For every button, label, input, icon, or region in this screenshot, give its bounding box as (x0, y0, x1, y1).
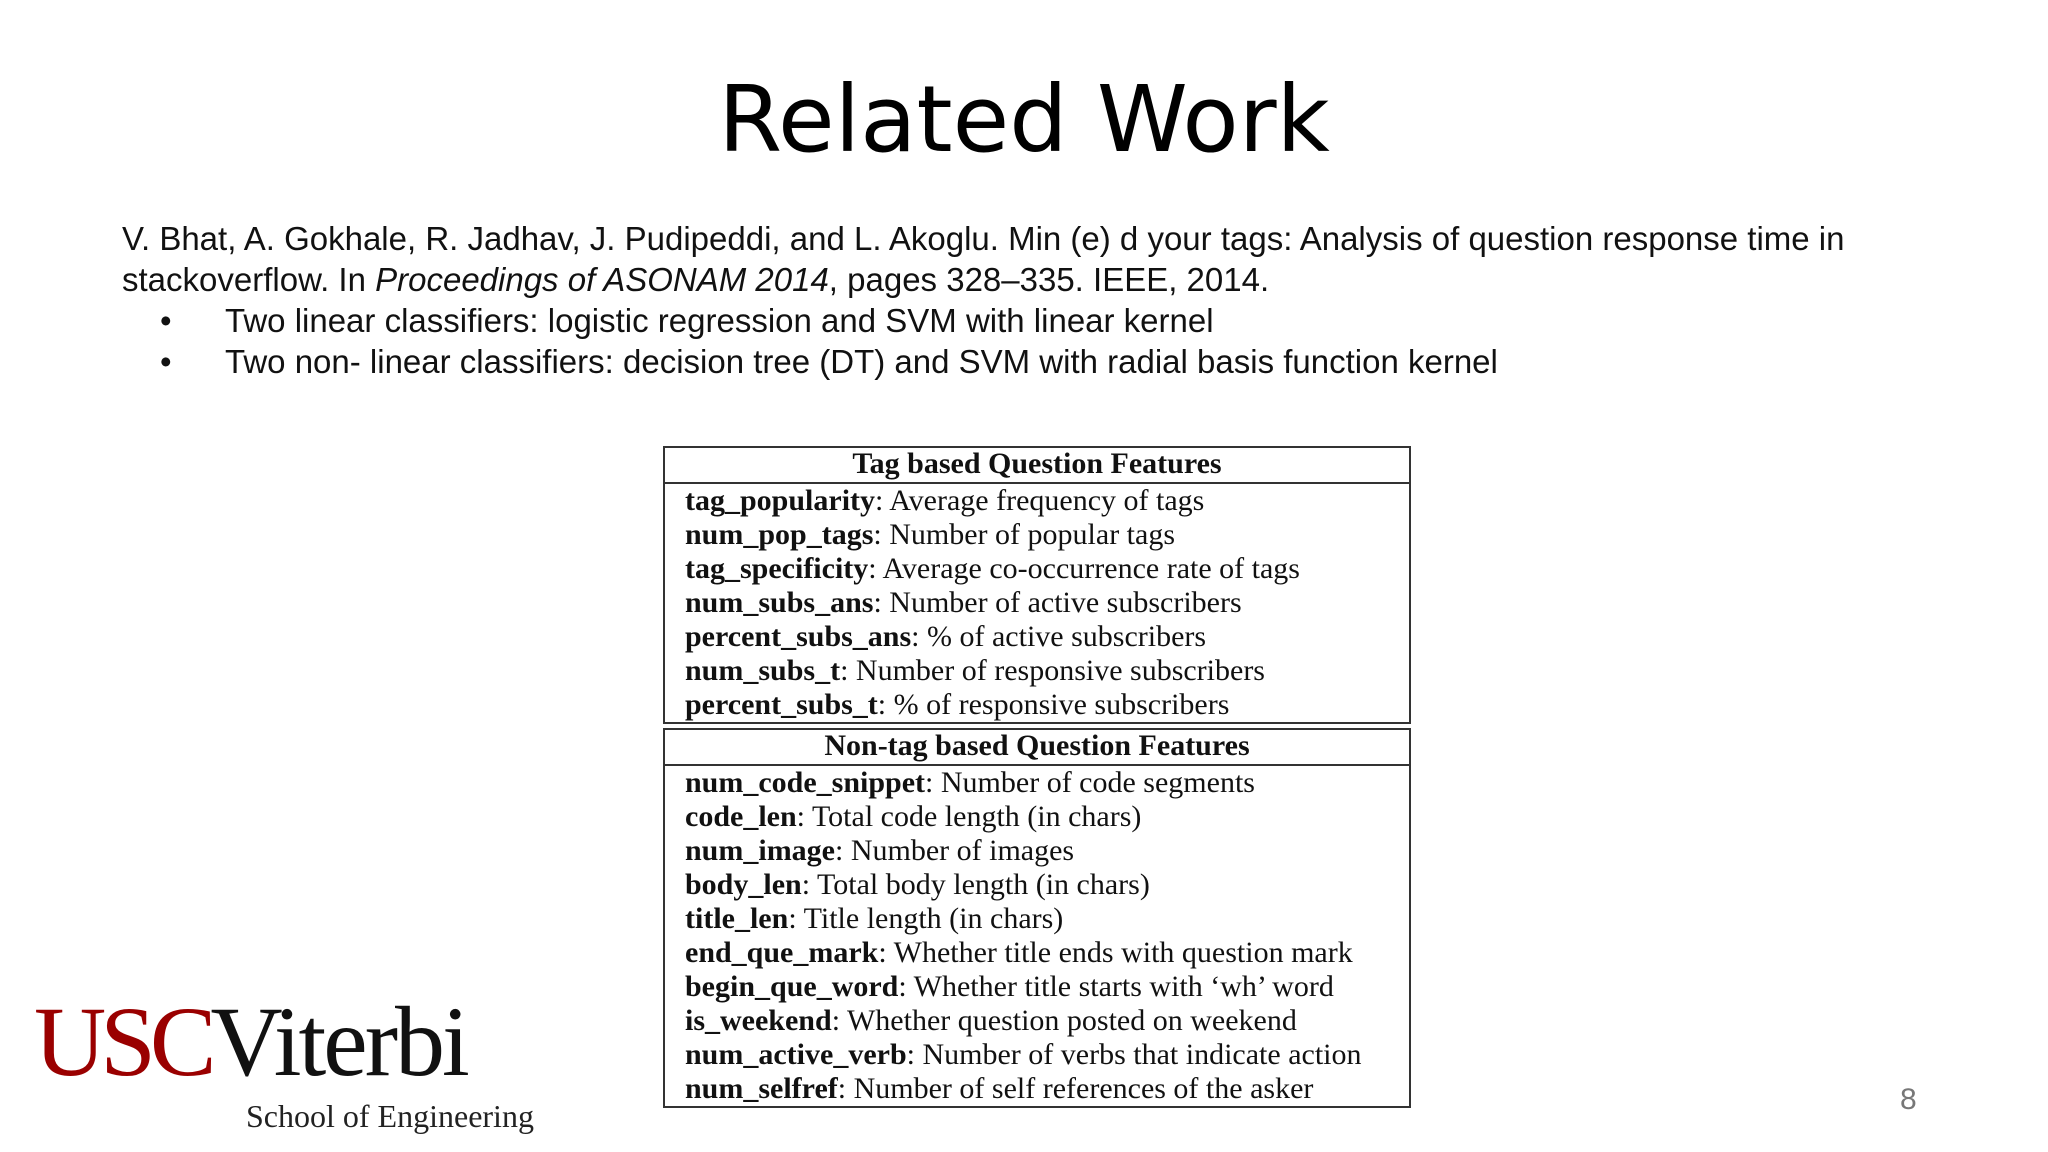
table-header: Tag based Question Features (665, 448, 1409, 484)
logo-usc-text: USC (34, 986, 211, 1097)
feature-name: tag_specificity (685, 552, 869, 585)
table-row (685, 586, 1409, 620)
table-row (685, 688, 1409, 722)
feature-desc: : Number of images (835, 834, 1075, 867)
feature-name: percent_subs_ans (685, 620, 912, 653)
feature-name: num_pop_tags (685, 518, 874, 551)
table-row (685, 552, 1409, 586)
bullet-marker: • (160, 302, 172, 339)
table-row (685, 902, 1409, 936)
feature-desc: : Number of verbs that indicate action (906, 1038, 1362, 1071)
bullet-text: Two linear classifiers: logistic regression and SVM with linear kernel (225, 302, 1214, 339)
table-row (685, 766, 1409, 800)
table-row (685, 484, 1409, 518)
feature-name: num_image (685, 834, 835, 867)
table-row (685, 1004, 1409, 1038)
feature-name: num_subs_ans (685, 586, 874, 619)
non-tag-features-table (663, 728, 1411, 1108)
logo-subtitle: School of Engineering (246, 1098, 534, 1134)
feature-desc: : Number of code segments (925, 766, 1255, 799)
feature-name: code_len (685, 800, 797, 833)
feature-desc: : Total code length (in chars) (796, 800, 1142, 833)
table-body (665, 484, 1409, 722)
bullet-list (122, 300, 1498, 382)
slide-title: Related Work (718, 66, 1330, 173)
feature-desc: : Total body length (in chars) (801, 868, 1150, 901)
citation-text: V. Bhat, A. Gokhale, R. Jadhav, J. Pudipeddi, and L. Akoglu. Min (e) d your tags: Analysis of question response time in stackoverflow. In (122, 220, 1845, 298)
usc-viterbi-logo (34, 986, 467, 1097)
citation-venue: Proceedings of ASONAM 2014 (375, 261, 829, 298)
table-header: Non-tag based Question Features (665, 730, 1409, 766)
tag-features-table (663, 446, 1411, 724)
feature-name: num_code_snippet (685, 766, 926, 799)
feature-name: is_weekend (685, 1004, 832, 1037)
table-row (685, 868, 1409, 902)
feature-desc: : Whether title ends with question mark (878, 936, 1353, 969)
feature-desc: : Number of popular tags (873, 518, 1176, 551)
feature-desc: : Average frequency of tags (875, 484, 1205, 517)
bullet-marker: • (160, 343, 172, 380)
feature-desc: : Average co-occurrence rate of tags (868, 552, 1300, 585)
feature-name: end_que_mark (685, 936, 879, 969)
feature-name: title_len (685, 902, 789, 935)
feature-name: num_subs_t (685, 654, 841, 687)
citation (122, 218, 1952, 300)
table-row (685, 654, 1409, 688)
feature-name: num_active_verb (685, 1038, 907, 1071)
bullet-item (122, 341, 1498, 382)
feature-name: tag_popularity (685, 484, 876, 517)
feature-name: body_len (685, 868, 802, 901)
table-body (665, 766, 1409, 1106)
feature-desc: : % of active subscribers (911, 620, 1207, 653)
feature-desc: : Title length (in chars) (788, 902, 1064, 935)
bullet-item (122, 300, 1498, 341)
table-row (685, 620, 1409, 654)
feature-desc: : Number of self references of the asker (837, 1072, 1314, 1105)
bullet-text: Two non- linear classifiers: decision tree (DT) and SVM with radial basis function kernel (225, 343, 1498, 380)
logo-viterbi-text: Viterbi (210, 986, 467, 1097)
page-number: 8 (1900, 1083, 1917, 1116)
table-row (685, 518, 1409, 552)
table-row (685, 970, 1409, 1004)
citation-pages: , pages 328–335. IEEE, 2014. (828, 261, 1270, 298)
feature-desc: : Number of active subscribers (873, 586, 1242, 619)
table-row (685, 1038, 1409, 1072)
feature-desc: : % of responsive subscribers (877, 688, 1230, 721)
feature-desc: : Whether title starts with ‘wh’ word (898, 970, 1334, 1003)
feature-desc: : Whether question posted on weekend (831, 1004, 1297, 1037)
table-row (685, 936, 1409, 970)
feature-name: percent_subs_t (685, 688, 878, 721)
feature-desc: : Number of responsive subscribers (840, 654, 1265, 687)
feature-name: begin_que_word (685, 970, 899, 1003)
feature-name: num_selfref (685, 1072, 838, 1105)
table-row (685, 800, 1409, 834)
table-row (685, 1072, 1409, 1106)
table-row (685, 834, 1409, 868)
